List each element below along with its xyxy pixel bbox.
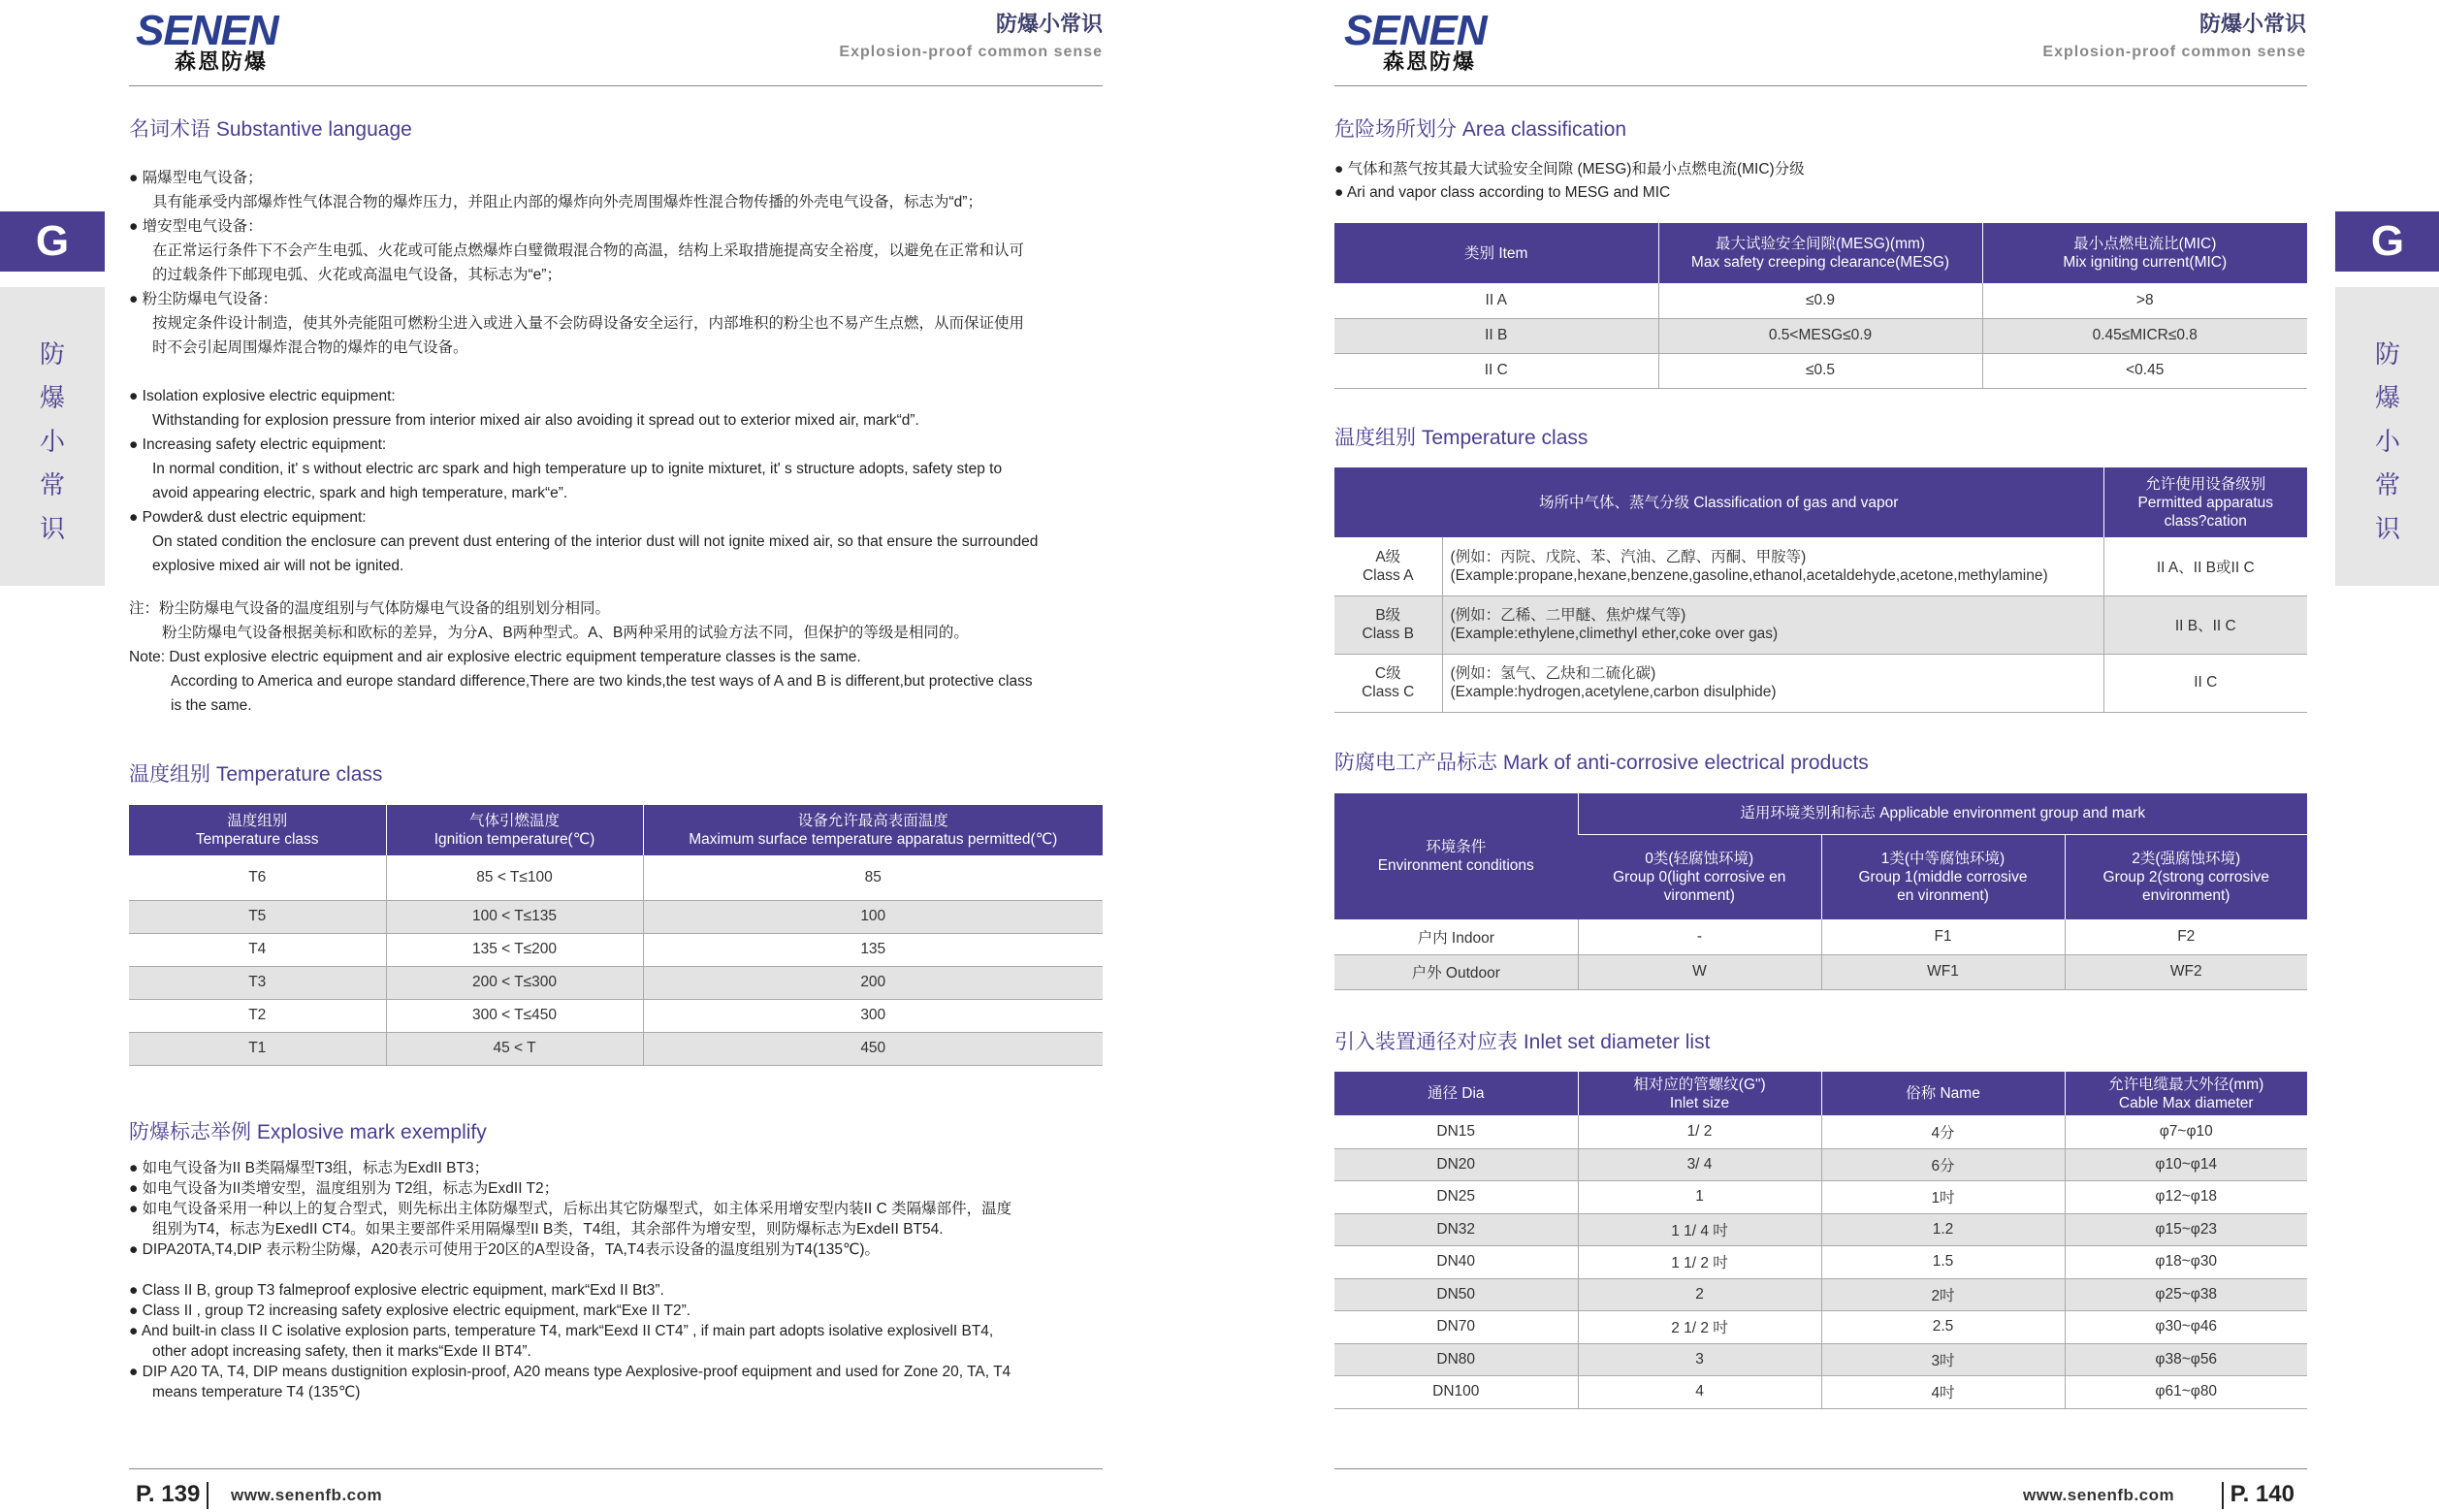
tab-char: 常 [2374,471,2400,500]
header-title [839,8,1103,61]
website-link[interactable]: www.senenfb.com [231,1486,383,1504]
section-title-inlet: 引入装置通径对应表 Inlet set diameter list [1334,1031,1711,1053]
section-title-anti-corrosive: 防腐电工产品标志 Mark of anti-corrosive electrical products [1334,752,1869,774]
explosive-mark-text [129,1158,1103,1402]
table-row: II C ≤0.5 <0.45 [1334,353,2307,388]
table-header: 最小点燃电流比(MIC) Mix igniting current(MIC) [1982,223,2307,283]
text-line: ● 气体和蒸气按其最大试验安全间隙 (MESG)和最小点燃电流(MIC)分级 [1334,161,1805,177]
note-line: 粉尘防爆电气设备根据美标和欧标的差异，为分A、B两种型式。A、B两种采用的试验方法不同，但保护的等级是相同的。 [162,625,969,641]
header-title-en: Explosion-proof common sense [2042,44,2306,60]
table-row: DN70 2 1/ 2 吋 2.5 φ30~φ46 [1334,1310,2307,1343]
text-line: means temperature T4 (135℃) [152,1384,361,1400]
header-divider [129,85,1103,86]
text-line: 按规定条件设计制造，使其外壳能阻可燃粉尘进入或进入量不会防碍设备安全运行，内部堆积的粉尘也不易产生点燃，从而保证使用 [152,315,1025,332]
text-line: 在正常运行条件下不会产生电弧、火花或可能点燃爆炸白璧微瑕混合物的高温，结构上采取措施提高安全裕度，以避免在正常和认可 [152,242,1025,259]
table-header: 通径 Dia [1334,1072,1578,1115]
section-title-terms: 名词术语 Substantive language [129,118,412,141]
table-row: DN15 1/ 2 4分 φ7~φ10 [1334,1115,2307,1148]
text-line: 组别为T4，标志为ExedII CT4。如果主要部件采用隔爆型II B类，T4组，其余部件为增安型，则防爆标志为ExdeII BT54. [152,1221,944,1238]
table-header: 2类(强腐蚀环境) Group 2(strong corrosive environment) [2065,834,2307,919]
section-title-area: 危险场所划分 Area classification [1334,118,1627,141]
header-title [2042,8,2306,61]
table-row: DN40 1 1/ 2 吋 1.5 φ18~φ30 [1334,1245,2307,1278]
text-line: ● 隔爆型电气设备； [129,170,263,186]
table-header: 适用环境类别和标志 Applicable environment group and mark [1578,793,2307,834]
text-line: ● 如电气设备为II B类隔爆型T3组，标志为ExdII BT3； [129,1160,490,1176]
tab-char: 小 [2374,428,2400,457]
terms-text [129,166,1103,578]
chapter-tab-g: G [0,211,105,272]
table-row: B级 Class B (例如：乙稀、二甲醚、焦炉煤气等) (Example:ethylene,climethyl ether,coke over gas) II B、II C [1334,595,2307,654]
inlet-diameter-table [1334,1072,2307,1409]
table-header: 环境条件 Environment conditions [1334,793,1578,919]
table-row: II A ≤0.9 >8 [1334,283,2307,318]
table-row: T4 135 < T≤200 135 [129,933,1103,966]
header-divider [1334,85,2307,86]
area-text [1334,158,1805,205]
text-line: ● 粉尘防爆电气设备： [129,291,278,307]
chapter-tab-label [0,287,105,586]
text-line: 的过载条件下邮现电弧、火花或高温电气设备，其标志为“e”； [152,267,562,283]
table-header: 允许使用设备级别 Permitted apparatus class?cation [2103,467,2307,537]
tab-char: 识 [2374,515,2400,544]
table-row: 户外 Outdoor W WF1 WF2 [1334,954,2307,989]
logo-wordmark: SENEN [136,7,278,54]
text-line: Withstanding for explosion pressure from interior mixed air also avoiding it spread out to exterior mixed air, mark“d”. [152,412,919,429]
note-line: According to America and europe standard difference,There are two kinds,the test ways of A and B is different,but protective class [171,673,1033,690]
section-title-gas-class: 温度组别 Temperature class [1334,427,1589,449]
tab-char: 防 [2374,340,2400,370]
footer-divider [129,1468,1103,1469]
text-line: ● And built-in class II C isolative explosion parts, temperature T4, mark“Eexd II CT4” , if main part adopts isolative explosivelI BT4, [129,1323,994,1339]
tab-char: 小 [39,428,65,457]
logo-chinese: 森恩防爆 [175,50,269,75]
header-title-cn: 防爆小常识 [995,13,1103,37]
section-title-temperature: 温度组别 Temperature class [129,763,383,786]
table-row: T1 45 < T 450 [129,1032,1103,1065]
section-title-explosive-mark: 防爆标志举例 Explosive mark exemplify [129,1121,487,1143]
table-row: T3 200 < T≤300 200 [129,966,1103,999]
text-line: ● Powder& dust electric equipment: [129,509,367,526]
area-classification-table [1334,223,2307,389]
text-line: explosive mixed air will not be ignited. [152,558,404,574]
gas-classification-table [1334,467,2307,713]
table-header: 场所中气体、蒸气分级 Classification of gas and vapor [1334,467,2103,537]
note-line: is the same. [171,697,252,714]
table-header: 俗称 Name [1821,1072,2065,1115]
table-header: 设备允许最高表面温度 Maximum surface temperature apparatus permitted(℃) [643,805,1103,855]
text-line: ● Isolation explosive electric equipment: [129,388,396,404]
tab-char: 爆 [39,384,65,413]
note-line: Note: Dust explosive electric equipment and air explosive electric equipment temperature classes is the same. [129,649,861,665]
text-line: 时不会引起周围爆炸混合物的爆炸的电气设备。 [152,339,468,356]
table-row: A级 Class A (例如：丙院、戊院、苯、汽油、乙醇、丙酮、甲胺等) (Example:propane,hexane,benzene,gasoline,ethanol,acetaldehyde,acetone,methylamine) II A、II B或II C [1334,537,2307,595]
table-row: DN20 3/ 4 6分 φ10~φ14 [1334,1148,2307,1180]
text-line: 具有能承受内部爆炸性气体混合物的爆炸压力，并阻止内部的爆炸向外壳周围爆炸性混合物传播的外壳电气设备，标志为“d”； [152,194,982,210]
table-row: T5 100 < T≤135 100 [129,900,1103,933]
text-line: ● 如电气设备为II类增安型，温度组别为 T2组，标志为ExdII T2； [129,1180,560,1197]
table-row: DN25 1 1吋 φ12~φ18 [1334,1180,2307,1213]
table-row: DN100 4 4吋 φ61~φ80 [1334,1375,2307,1408]
table-header: 温度组别 Temperature class [129,805,386,855]
table-header: 1类(中等腐蚀环境) Group 1(middle corrosive en vironment) [1821,834,2065,919]
tab-char: 爆 [2374,384,2400,413]
table-row: C级 Class C (例如：氢气、乙炔和二硫化碳) (Example:hydrogen,acetylene,carbon disulphide) II C [1334,654,2307,712]
senen-logo [136,7,330,75]
text-line: ● Class II B, group T3 falmeproof explosive electric equipment, mark“Exd II Bt3”. [129,1282,664,1299]
table-header: 类别 Item [1334,223,1658,283]
table-header: 允许电缆最大外径(mm) Cable Max diameter [2065,1072,2307,1115]
header-title-cn: 防爆小常识 [2198,13,2306,37]
logo-chinese: 森恩防爆 [1383,50,1477,75]
text-line: avoid appearing electric, spark and high temperature, mark“e”. [152,485,568,501]
right-page [1220,0,2439,1512]
left-page [0,0,1219,1512]
note-line: 注：粉尘防爆电气设备的温度组别与气体防爆电气设备的组别划分相同。 [129,600,611,617]
table-row: DN50 2 2吋 φ25~φ38 [1334,1278,2307,1310]
text-line: ● Increasing safety electric equipment: [129,436,387,453]
tab-char: 常 [39,471,65,500]
text-line: ● Class II , group T2 increasing safety explosive electric equipment, mark“Exe II T2”. [129,1303,691,1319]
header-title-en: Explosion-proof common sense [839,44,1103,60]
table-header: 相对应的管螺纹(G") Inlet size [1578,1072,1821,1115]
anti-corrosive-table [1334,793,2307,990]
table-row: DN32 1 1/ 4 吋 1.2 φ15~φ23 [1334,1213,2307,1245]
table-row: DN80 3 3吋 φ38~φ56 [1334,1343,2307,1375]
table-header: 0类(轻腐蚀环境) Group 0(light corrosive en vironment) [1578,834,1821,919]
senen-logo [1344,7,1538,75]
text-line: ● DIP A20 TA, T4, DIP means dustignition explosin-proof, A20 means type Aexplosive-proof equipment and used for Zone 20, TA, T4 [129,1364,1011,1380]
page-number: P. 140 [2222,1481,2295,1509]
text-line: ● 如电气设备采用一种以上的复合型式，则先标出主体防爆型式，后标出其它防爆型式，如主体采用增安型内装II C 类隔爆部件，温度 [129,1201,1012,1217]
tab-char: 识 [39,515,65,544]
text-line: ● 增安型电气设备： [129,218,263,235]
note-text [129,596,1103,718]
footer-divider [1334,1468,2307,1469]
chapter-tab-label [2335,287,2439,586]
text-line: other adopt increasing safety, then it marks“Exde II BT4”. [152,1343,531,1360]
table-header: 最大试验安全间隙(MESG)(mm) Max safety creeping clearance(MESG) [1658,223,1982,283]
table-row: T6 85 < T≤100 85 [129,855,1103,900]
table-row: II B 0.5<MESG≤0.9 0.45≤MICR≤0.8 [1334,318,2307,353]
table-header: 气体引燃温度 Ignition temperature(℃) [386,805,643,855]
text-line: On stated condition the enclosure can prevent dust entering of the interior dust will not ignite mixed air, so that ensure the surrounded [152,533,1039,550]
table-row: 户内 Indoor - F1 F2 [1334,919,2307,954]
page-number: P. 139 [136,1481,209,1509]
chapter-tab-g: G [2335,211,2439,272]
text-line: In normal condition, it' s without electric arc spark and high temperature up to ignite mixturet, it' s structure adopts, safety step to [152,461,1003,477]
website-link[interactable]: www.senenfb.com [2023,1486,2175,1504]
temperature-class-table [129,805,1103,1066]
text-line: ● Ari and vapor class according to MESG and MIC [1334,184,1671,201]
tab-char: 防 [39,340,65,370]
text-line: ● DIPA20TA,T4,DIP 表示粉尘防爆，A20表示可使用于20区的A型设备，TA,T4表示设备的温度组别为T4(135℃)。 [129,1241,881,1258]
logo-wordmark: SENEN [1344,7,1487,54]
table-row: T2 300 < T≤450 300 [129,999,1103,1032]
